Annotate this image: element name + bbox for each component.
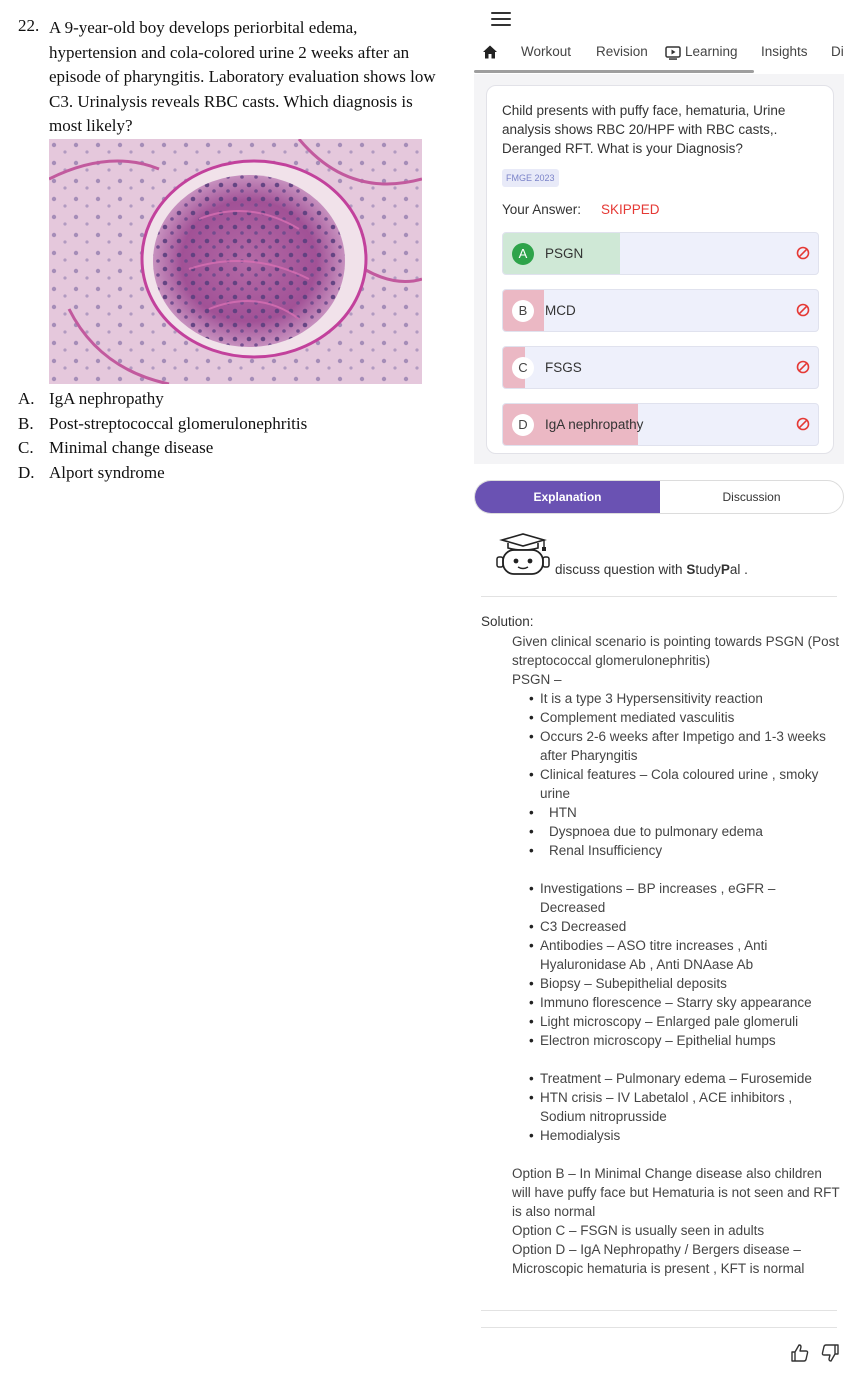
bullet: • Electron microscopy – Epithelial humps — [540, 1031, 841, 1050]
your-answer-label: Your Answer: — [502, 202, 582, 217]
tab-insights[interactable]: Insights — [761, 44, 808, 59]
bullet: • Investigations – BP increases , eGFR – Decreased — [540, 879, 841, 917]
ban-icon — [796, 246, 810, 260]
option-b-explanation: Option B – In Minimal Change disease also children will have puffy face but Hematuria is not seen and RFT is also normal — [512, 1166, 840, 1219]
tab-di[interactable]: Di — [831, 44, 844, 59]
answer-option-c[interactable] — [502, 346, 819, 389]
ban-icon — [796, 303, 810, 317]
option-a[interactable]: A. IgA nephropathy — [18, 389, 164, 408]
answer-option-d[interactable] — [502, 403, 819, 446]
divider — [481, 1310, 837, 1311]
bullet: • Antibodies – ASO titre increases , Anti Hyaluronidase Ab , Anti DNAase Ab — [540, 936, 841, 974]
solution-section — [481, 612, 841, 1278]
answer-b-letter: B — [512, 300, 534, 322]
home-icon[interactable] — [482, 44, 498, 60]
answer-c-letter: C — [512, 357, 534, 379]
card-question-text: Child presents with puffy face, hematuria, Urine analysis shows RBC 20/HPF with RBC casts,. Deranged RFT. What is your Diagnosis? — [502, 103, 786, 156]
top-nav — [474, 38, 844, 72]
solution-bullets — [512, 689, 841, 860]
divider — [481, 1327, 837, 1328]
answer-a-letter: A — [512, 243, 534, 265]
answer-d-letter: D — [512, 414, 534, 436]
tab-learning[interactable]: Learning — [685, 44, 738, 59]
bullet: • It is a type 3 Hypersensitivity reaction — [540, 689, 841, 708]
answer-a-text: PSGN — [545, 246, 584, 261]
thumbs-up-icon[interactable] — [790, 1343, 810, 1363]
your-answer-value: SKIPPED — [601, 202, 660, 217]
exam-tag: FMGE 2023 — [502, 169, 559, 187]
solution-bullets-3 — [512, 1069, 841, 1145]
tab-workout[interactable]: Workout — [521, 44, 572, 59]
bullet: • Clinical features – Cola coloured urine , smoky urine — [540, 765, 841, 803]
bullet: • C3 Decreased — [540, 917, 841, 936]
solution-bullets-2 — [512, 879, 841, 1050]
tab-explanation[interactable]: Explanation — [475, 481, 660, 513]
option-c-explanation: Option C – FSGN is usually seen in adults — [512, 1223, 765, 1238]
ban-icon — [796, 360, 810, 374]
bullet: • Dyspnoea due to pulmonary edema — [540, 822, 841, 841]
bullet: • Immuno florescence – Starry sky appearance — [540, 993, 841, 1012]
option-d[interactable]: D. Alport syndrome — [18, 462, 165, 482]
bullet: • HTN crisis – IV Labetalol , ACE inhibitors , Sodium nitroprusside — [540, 1088, 841, 1126]
menu-icon[interactable] — [491, 12, 511, 28]
question-number: 22. — [18, 16, 40, 35]
divider — [481, 596, 837, 597]
bullet: • Treatment – Pulmonary edema – Furosemide — [540, 1069, 841, 1088]
tab-revision[interactable]: Revision — [596, 44, 648, 59]
question-options — [18, 387, 307, 485]
app-panel — [474, 0, 844, 1374]
histology-image — [49, 139, 422, 384]
solution-title: Solution: — [481, 614, 534, 629]
explanation-discussion-tabs — [474, 480, 844, 514]
question-text: A 9-year-old boy develops periorbital edema, hypertension and cola-colored urine 2 weeks after an episode of pharyngitis. Laboratory evaluation shows low C3. Urinalysis reveals RBC casts. Which diagnosis is most likely? — [49, 18, 436, 135]
ban-icon — [796, 417, 810, 431]
bullet: • Complement mediated vasculitis — [540, 708, 841, 727]
studypal-robot-icon[interactable] — [494, 532, 552, 578]
answer-option-a[interactable] — [502, 232, 819, 275]
answer-b-text: MCD — [545, 303, 576, 318]
tab-discussion[interactable]: Discussion — [722, 490, 781, 504]
nav-scroll-indicator — [474, 70, 754, 73]
option-d-explanation: Option D – IgA Nephropathy / Bergers disease – Microscopic hematuria is present , KFT is normal — [512, 1242, 805, 1276]
thumbs-down-icon[interactable] — [820, 1343, 840, 1363]
feedback-buttons — [790, 1343, 844, 1363]
bullet: • Light microscopy – Enlarged pale glomeruli — [540, 1012, 841, 1031]
solution-intro-2: PSGN – — [512, 672, 562, 687]
studypal-link[interactable]: discuss question with StudyPal . — [555, 562, 748, 577]
bullet: • Occurs 2-6 weeks after Impetigo and 1-3 weeks after Pharyngitis — [540, 727, 841, 765]
answer-c-text: FSGS — [545, 360, 582, 375]
answer-option-b[interactable] — [502, 289, 819, 332]
bullet: • Renal Insufficiency — [540, 841, 841, 860]
answer-d-text: IgA nephropathy — [545, 417, 644, 432]
play-icon — [665, 46, 681, 60]
option-c[interactable]: C. Minimal change disease — [18, 438, 214, 457]
option-b[interactable]: B. Post-streptococcal glomerulonephritis — [18, 413, 308, 433]
solution-intro: Given clinical scenario is pointing towards PSGN (Post streptococcal glomerulonephritis) — [512, 634, 840, 668]
bullet: • HTN — [540, 803, 841, 822]
bullet: • Biopsy – Subepithelial deposits — [540, 974, 841, 993]
question-card — [486, 85, 834, 454]
bullet: • Hemodialysis — [540, 1126, 841, 1145]
